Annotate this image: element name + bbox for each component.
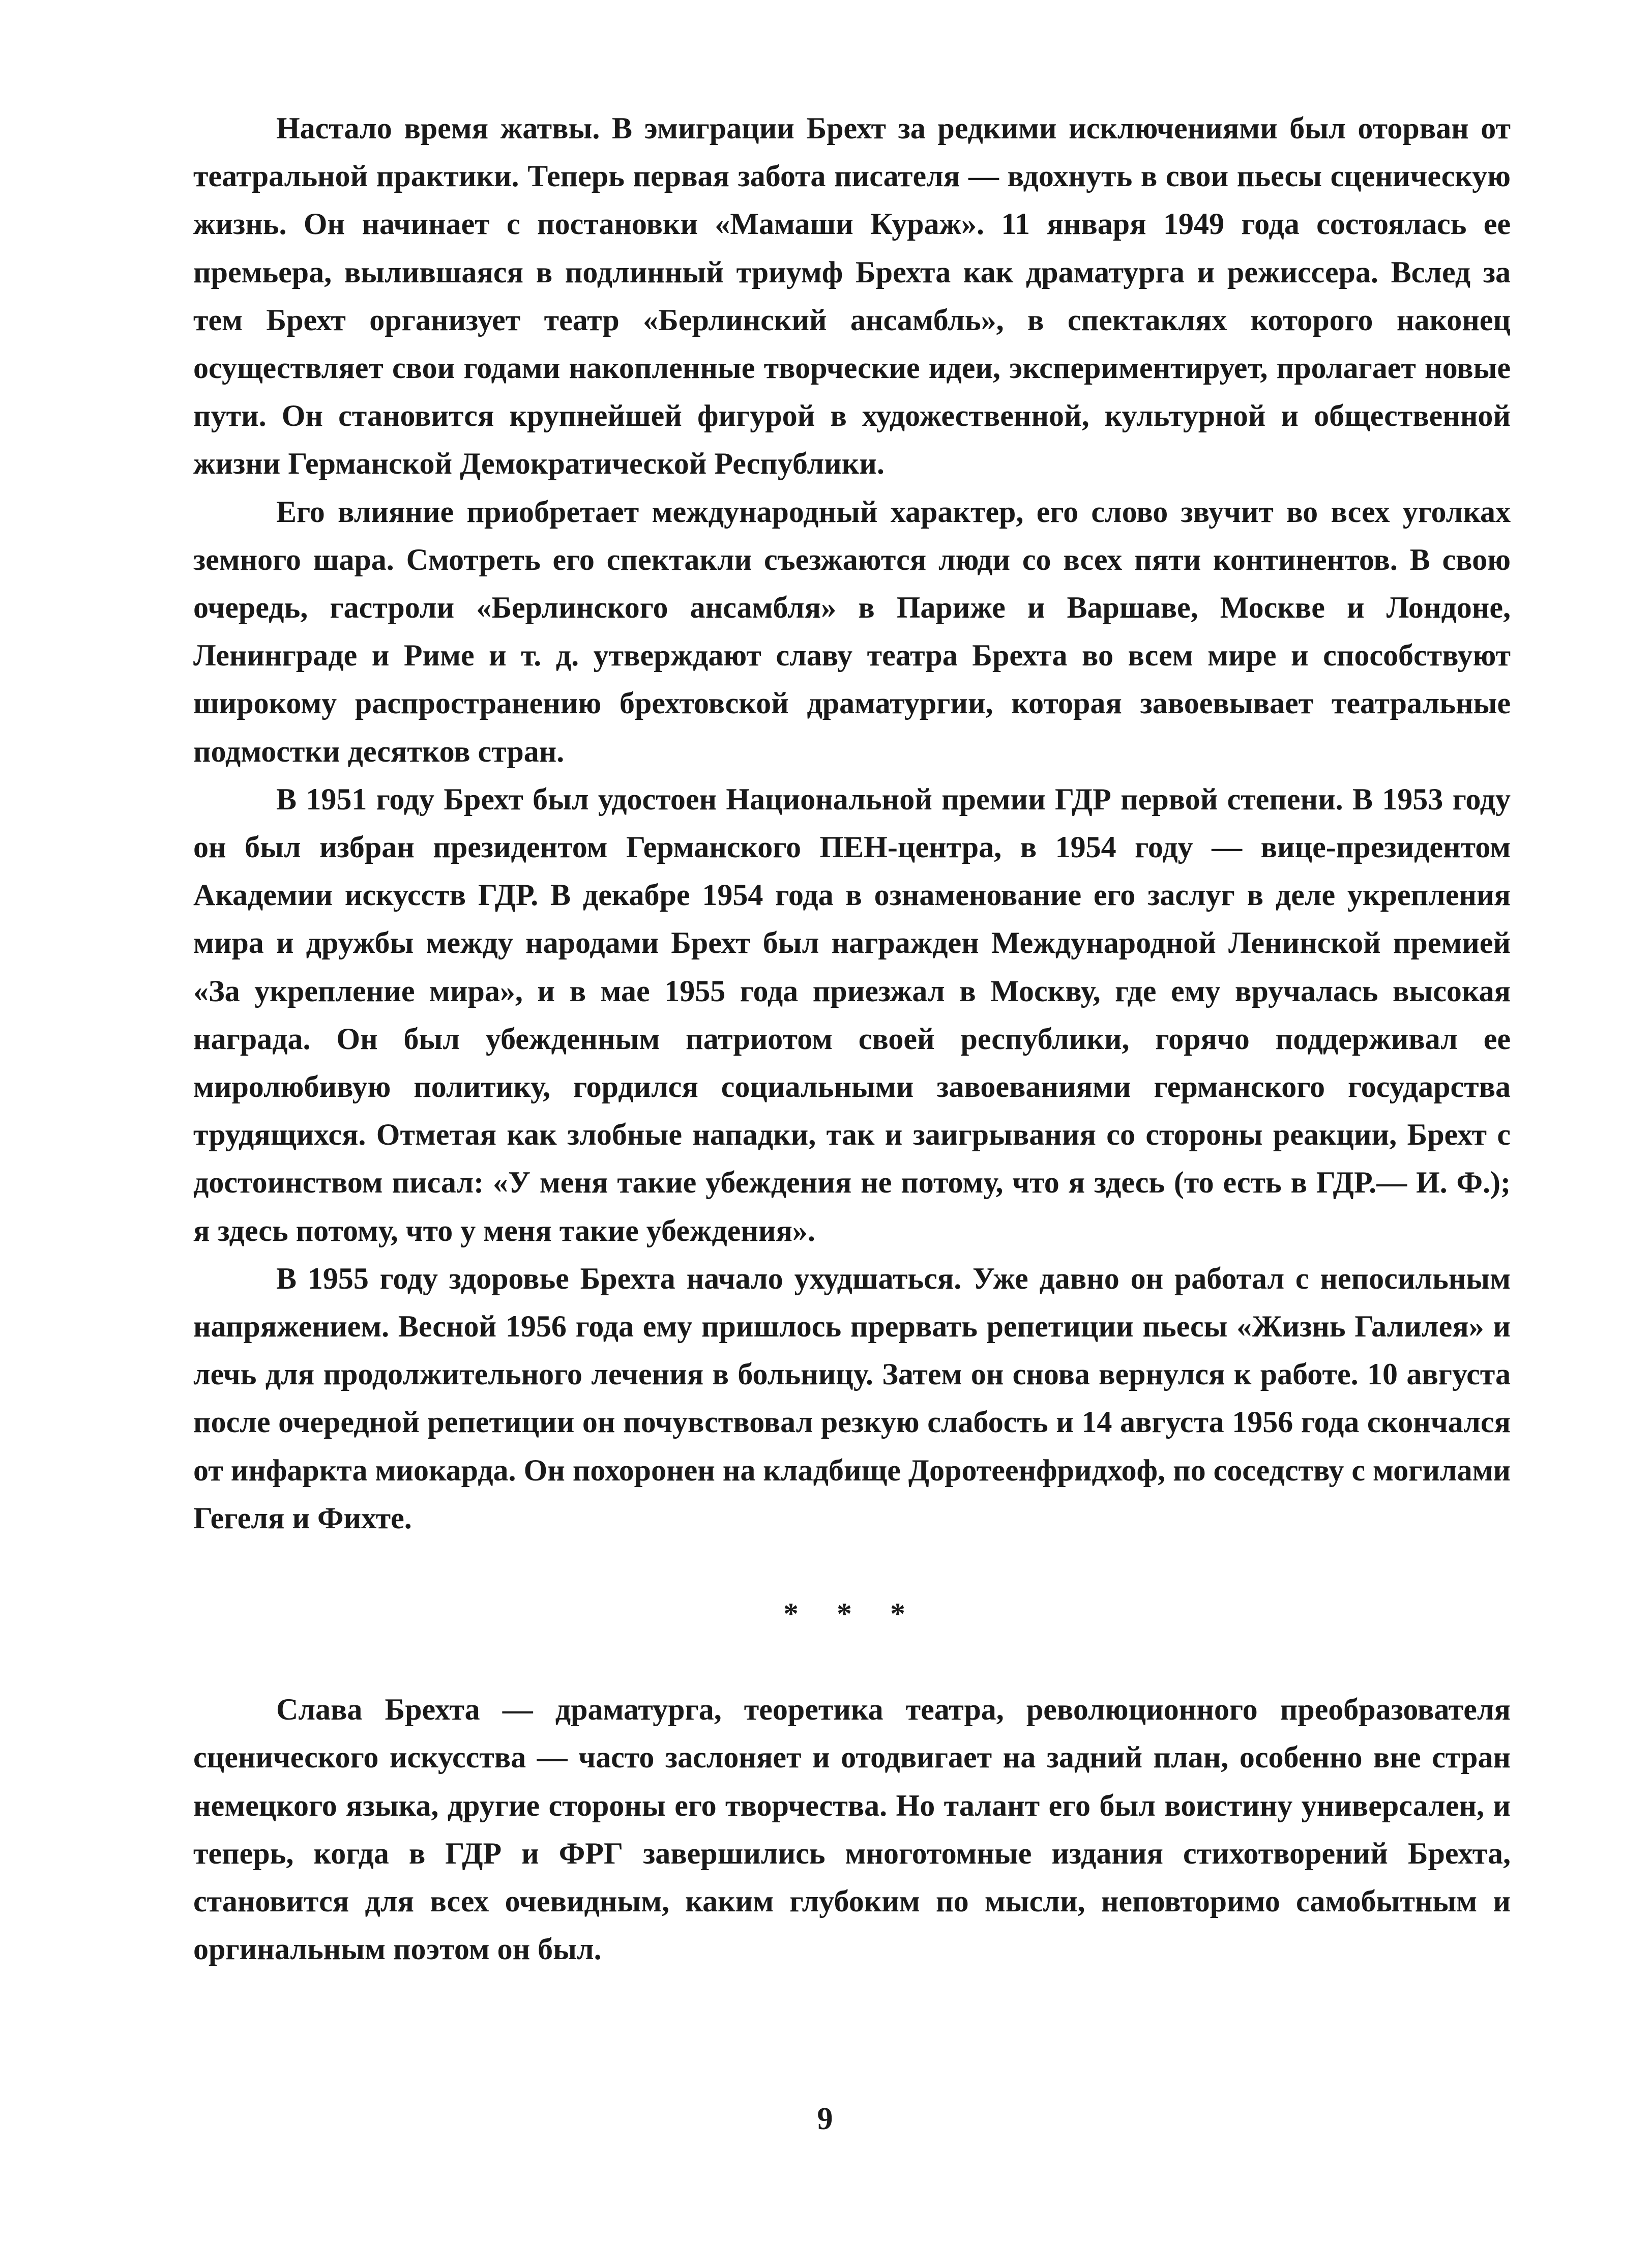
paragraph-poet-glory: Слава Брехта — драматурга, теоретика театра, революционного преобразователя сценического искусства — часто заслоняет и отодвигает на задний план, особенно вне стран немецкого языка, другие стороны его творчества. Но талант его был воистину универсален, и теперь, когда в ГДР и ФРГ завершились многотомные издания стихотворений Брехта, становится для всех очевидным, каким глубоким по мысли, неповторимо самобытным и оргинальным поэтом он был. [193,1693,1511,1966]
page-number: 9 [817,2102,833,2136]
section-separator: * * * [783,1597,921,1631]
paragraph-awards: В 1951 году Брехт был удостоен Национальной премии ГДР первой степени. В 1953 году он был избран президентом Германского ПЕН-центра, в 1954 году — вице-президентом Академии искусств ГДР. В декабре 1954 года в ознаменование его заслуг в деле укрепления мира и дружбы между народами Брехт был награжден Международной Ленинской премией «За укрепление мира», и в мае 1955 года приезжал в Москву, где ему вручалась высокая награда. Он был убежденным патриотом своей республики, горячо поддерживал ее миролюбивую политику, гордился социальными завоеваниями германского государства трудящихся. Отметая как злобные нападки, так и заигрывания со стороны реакции, Брехт с достоинством писал: «У меня такие убеждения не потому, что я здесь (то есть в ГДР.— И. Ф.); я здесь потому, что у меня такие убеждения». [193,782,1511,1247]
paragraph-harvest-time: Настало время жатвы. В эмиграции Брехт за редкими исключениями был оторван от театральной практики. Теперь первая забота писателя — вдохнуть в свои пьесы сценическую жизнь. Он начинает с постановки «Мамаши Кураж». 11 января 1949 года состоялась ее премьера, вылившаяся в подлинный триумф Брехта как драматурга и режиссера. Вслед за тем Брехт организует театр «Берлинский ансамбль», в спектаклях которого наконец осуществляет свои годами накопленные творческие идеи, экспериментирует, пролагает новые пути. Он становится крупнейшей фигурой в художественной, культурной и общественной жизни Германской Демократической Республики. [193,111,1511,481]
paragraph-illness-death: В 1955 году здоровье Брехта начало ухудшаться. Уже давно он работал с непосильным напряжением. Весной 1956 года ему пришлось прервать репетиции пьесы «Жизнь Галилея» и лечь для продолжительного лечения в больницу. Затем он снова вернулся к работе. 10 августа после очередной репетиции он почувствовал резкую слабость и 14 августа 1956 года скончался от инфаркта миокарда. Он похоронен на кладбище Доротеенфридхоф, по соседству с могилами Гегеля и Фихте. [193,1261,1511,1535]
body-text [193,104,1511,1973]
paragraph-international-influence: Его влияние приобретает международный характер, его слово звучит во всех уголках земного шара. Смотреть его спектакли съезжаются люди со всех пяти континентов. В свою очередь, гастроли «Берлинского ансамбля» в Париже и Варшаве, Москве и Лондоне, Ленинграде и Риме и т. д. утверждают славу театра Брехта во всем мире и способствуют широкому распространению брехтовской драматургии, которая завоевывает театральные подмостки десятков стран. [193,495,1511,768]
